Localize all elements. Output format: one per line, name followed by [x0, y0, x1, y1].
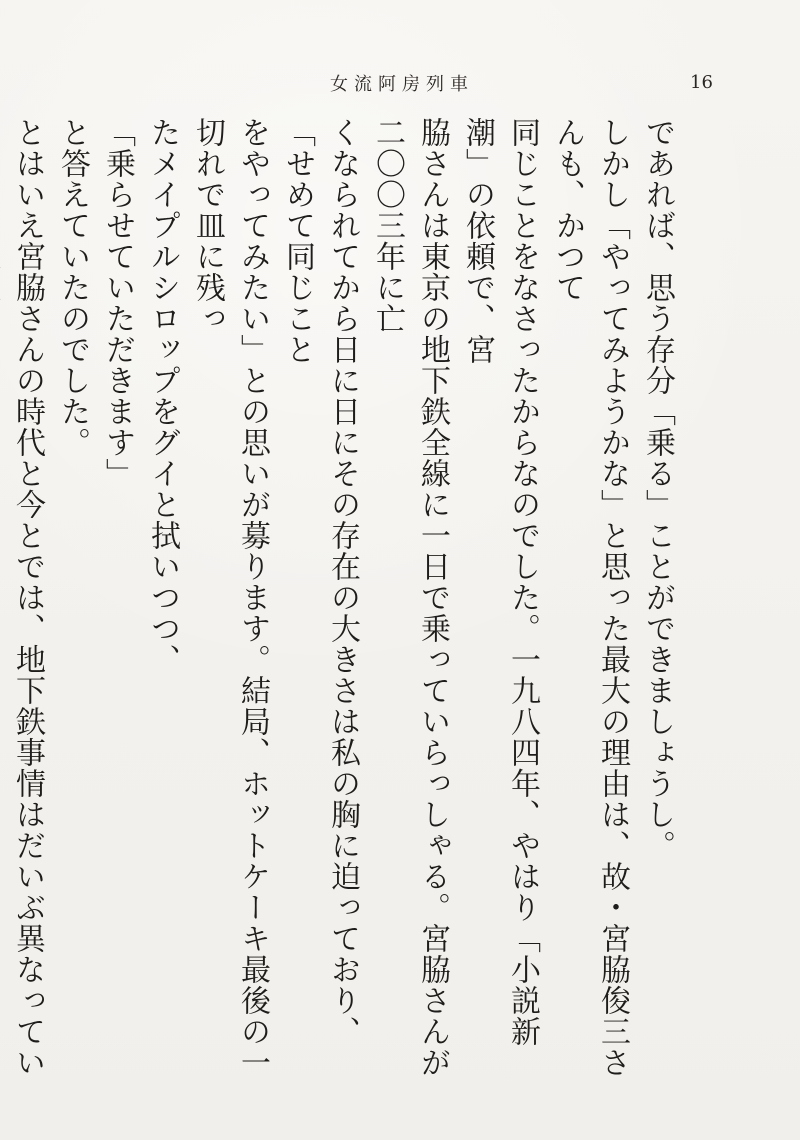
text-column: 「乗らせていただきます」 [100, 117, 135, 489]
text-column: 脇さんは東京の地下鉄全線に一日で乗っていらっしゃる。宮脇さんが二〇〇三年に亡 [370, 117, 450, 1078]
text-column: をやってみたい」との思いが募ります。結局、ホットケーキ最後の一切れで皿に残っ [190, 117, 270, 1078]
text-column: しかし「やってみようかな」と思った最大の理由は、故・宮脇俊三さんも、かつて [550, 117, 630, 1078]
vertical-text-block [10, 117, 680, 1087]
text-column: たメイプルシロップをグイと拭いつつ、 [145, 117, 180, 675]
text-column: 同じことをなさったからなのでした。一九八四年、やはり「小説新潮」の依頼で、宮 [460, 117, 540, 1047]
text-column: とはいえ宮脇さんの時代と今とでは、地下鉄事情はだいぶ異なってい [10, 117, 45, 1078]
text-column: と答えていたのでした。 [55, 117, 90, 458]
text-column: であれば、思う存分「乗る」ことができましょうし。 [640, 117, 675, 861]
text-column: くなられてから日に日にその存在の大きさは私の胸に迫っており、「せめて同じこと [280, 117, 360, 1047]
page-number: 16 [690, 72, 713, 93]
running-title: 女流阿房列車 [330, 74, 474, 95]
